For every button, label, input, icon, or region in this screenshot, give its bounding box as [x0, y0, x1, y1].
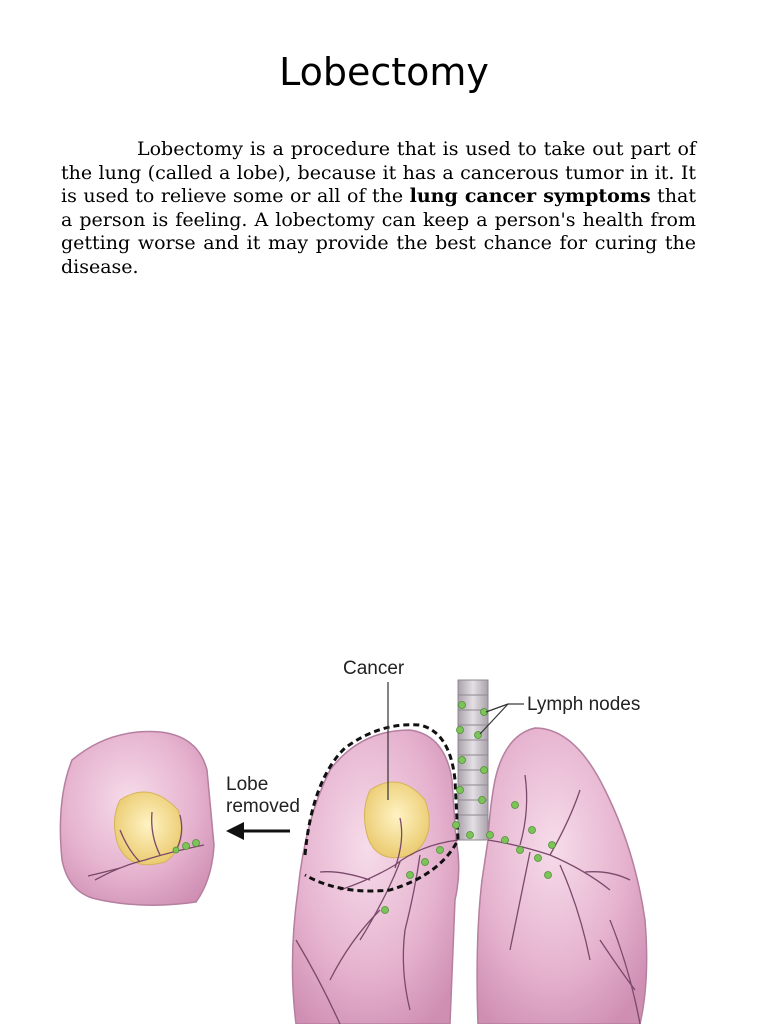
slide-title: Lobectomy [279, 50, 489, 94]
lymph-nodes-label: Lymph nodes [527, 694, 641, 715]
arrow-left-icon [226, 822, 290, 840]
lobe-label-line1: Lobe [226, 774, 269, 795]
lung-cancer-symptoms-text: lung cancer symptoms [409, 185, 651, 207]
paragraph-text-1: Lobectomy is a procedure that is used to take out part of the lung (called a lobe), because it has a cancerous tumor in it. It is used to relieve some or all of the [61, 138, 696, 207]
body-paragraph [61, 138, 696, 279]
removed-lobe [60, 732, 214, 906]
right-lung [477, 728, 647, 1024]
left-lung [292, 725, 458, 1024]
lobe-label-line2: removed [226, 796, 300, 817]
paragraph-text-2: that a person is feeling. A lobectomy can keep a person's health from getting worse and it may provide the best chance for curing the disease. [61, 185, 696, 278]
lobectomy-illustration [0, 640, 768, 1024]
cancer-label: Cancer [343, 658, 405, 679]
